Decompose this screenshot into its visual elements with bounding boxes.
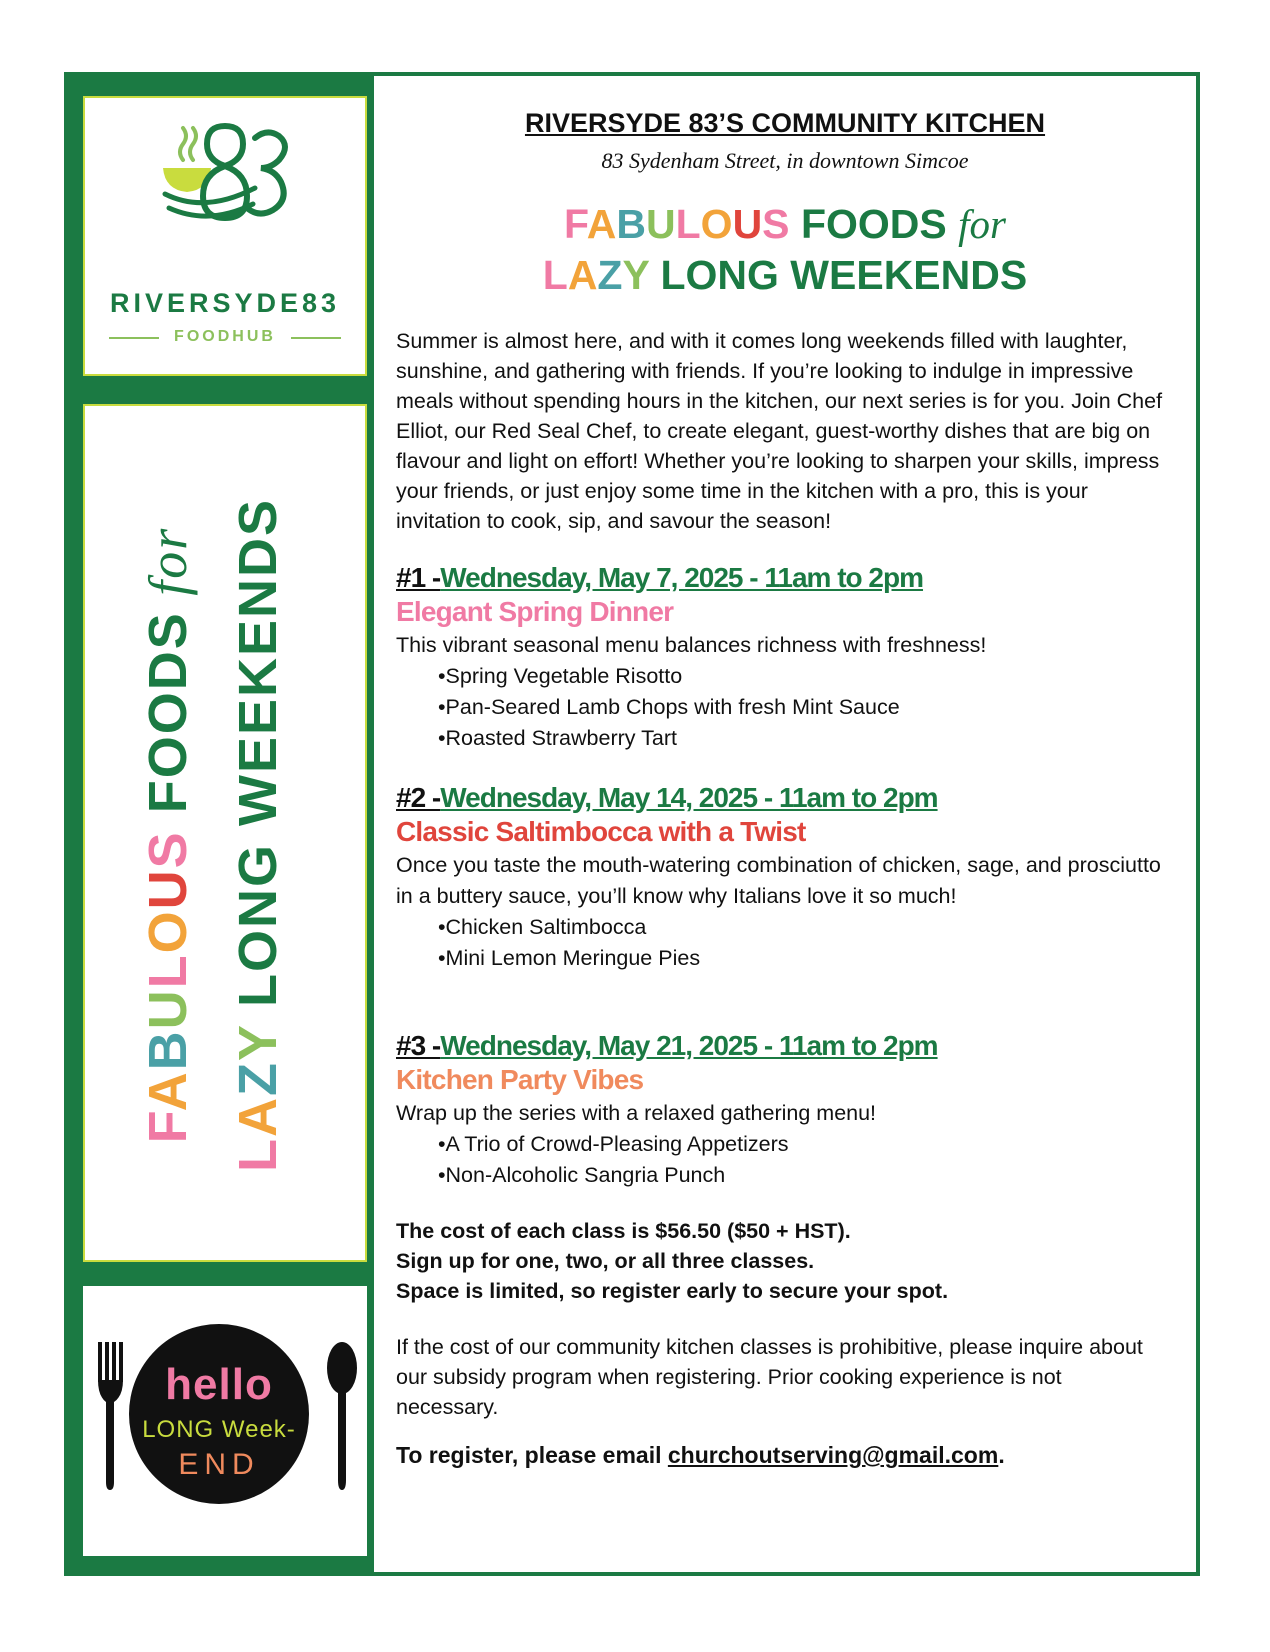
session-3-menu <box>396 1129 1176 1191</box>
headline-line1 <box>374 200 1196 248</box>
register-line <box>396 1442 1176 1469</box>
logo-sub: FOODHUB <box>174 328 276 345</box>
logo-wordmark: RIVERSYDE83 <box>109 288 341 318</box>
vertical-title <box>127 455 327 1215</box>
session-2-date: Wednesday, May 14, 2025 - 11am to 2pm <box>440 782 938 813</box>
vertical-lazy <box>228 1024 288 1172</box>
list-item: • A Trio of Crowd-Pleasing Appetizers <box>438 1129 1176 1160</box>
vertical-lazy-letter: A <box>228 1096 288 1138</box>
plate-word-end: END <box>178 1448 260 1481</box>
register-email-link[interactable]: churchoutserving@gmail.com <box>667 1442 999 1468</box>
headline-foods: FOODS <box>800 201 947 247</box>
session-3-title: Kitchen Party Vibes <box>396 1064 644 1095</box>
fork-icon <box>95 1342 125 1492</box>
headline-fabulous-letter: O <box>700 201 733 247</box>
kitchen-title: RIVERSYDE 83’S COMMUNITY KITCHEN <box>524 108 1046 138</box>
logo-sub-line-right <box>291 337 341 339</box>
vertical-title-letter <box>138 813 198 830</box>
vertical-title-letter: F <box>138 1111 198 1144</box>
vertical-long-weekends: LONG WEEKENDS <box>228 497 288 1024</box>
vertical-title-letter: S <box>138 611 198 650</box>
headline-line2 <box>374 252 1196 299</box>
cost-line-2: Sign up for one, two, or all three classes. <box>396 1249 815 1273</box>
headline-lazy-letter: L <box>542 252 568 298</box>
vertical-title-letter: D <box>138 649 198 691</box>
session-3 <box>396 1030 1176 1191</box>
sidebar <box>68 76 370 1572</box>
headline-fabulous <box>564 201 790 247</box>
vertical-title-for: for <box>138 526 198 612</box>
headline-fabulous-letter: S <box>762 201 790 247</box>
headline-fabulous-letter: L <box>675 201 701 247</box>
logo-sub-row <box>109 328 341 348</box>
flyer-frame <box>64 72 1200 1576</box>
plate <box>129 1324 309 1504</box>
vertical-title-line1 <box>137 455 199 1215</box>
session-3-heading <box>396 1030 1176 1062</box>
vertical-title-letter: F <box>138 778 198 814</box>
vertical-title-letter: B <box>138 1029 198 1071</box>
vertical-lazy-letter: L <box>228 1137 288 1173</box>
headline-fabulous-letter: A <box>586 201 617 247</box>
list-item: • Non-Alcoholic Sangria Punch <box>438 1160 1176 1191</box>
session-2-number: #2 - <box>396 782 441 813</box>
vertical-title-line2 <box>227 455 289 1215</box>
list-item: • Chicken Saltimbocca <box>438 912 1176 943</box>
session-2-heading <box>396 782 1176 814</box>
vertical-lazy-letter: Y <box>228 1024 288 1062</box>
session-1-date: Wednesday, May 7, 2025 - 11am to 2pm <box>440 562 924 593</box>
session-2-title: Classic Saltimbocca with a Twist <box>396 816 806 847</box>
headline-long-weekends: LONG WEEKENDS <box>660 252 1028 298</box>
list-item: • Roasted Strawberry Tart <box>438 723 1176 754</box>
session-2 <box>396 782 1176 974</box>
register-prefix: To register, please email <box>396 1442 668 1468</box>
list-item: • Mini Lemon Meringue Pies <box>438 943 1176 974</box>
plate-word-hello: hello <box>165 1360 273 1409</box>
session-1-menu <box>396 661 1176 754</box>
session-2-menu <box>396 912 1176 974</box>
vertical-title-box <box>83 404 367 1262</box>
list-item: • Pan-Seared Lamb Chops with fresh Mint Sauce <box>438 692 1176 723</box>
vertical-title-letter: O <box>138 734 198 779</box>
cost-info <box>396 1216 1176 1306</box>
main-content <box>370 76 1196 1572</box>
vertical-lazy-letter: Z <box>228 1061 288 1097</box>
headline-fabulous-letter: F <box>563 201 587 247</box>
kitchen-address: 83 Sydenham Street, in downtown Simcoe <box>601 148 969 173</box>
logo-box <box>83 96 367 376</box>
vertical-title-letter: L <box>138 953 198 989</box>
session-3-number: #3 - <box>396 1030 441 1061</box>
session-3-desc: Wrap up the series with a relaxed gathering menu! <box>396 1101 877 1125</box>
register-suffix: . <box>998 1442 1005 1468</box>
headline-for: for <box>958 201 1006 247</box>
headline-fabulous-letter: B <box>616 201 646 247</box>
vertical-title-letter: U <box>138 868 198 910</box>
plate-box <box>83 1286 367 1556</box>
session-2-desc: Once you taste the mouth-watering combination of chicken, sage, and prosciutto in a buttery sauce, you’ll know why Italians love it so much! <box>396 853 1161 908</box>
vertical-title-letter: A <box>138 1070 198 1112</box>
vertical-title-letter: U <box>138 988 198 1030</box>
session-1-title: Elegant Spring Dinner <box>396 596 674 627</box>
headline-fabulous-letter: U <box>646 201 676 247</box>
plate-word-long-weekend: LONG Week- <box>142 1416 296 1443</box>
headline-lazy-letter: Z <box>597 252 623 298</box>
spoon-icon <box>325 1342 359 1492</box>
session-1-number: #1 - <box>396 562 441 593</box>
headline-lazy-letter: Y <box>622 252 650 298</box>
session-1-desc: This vibrant seasonal menu balances richness with freshness! <box>396 633 987 657</box>
intro-paragraph: Summer is almost here, and with it comes long weekends filled with laughter, sunshine, and gathering with friends. If you’re looking to indulge in impressive meals without spending hours in the kitchen, our next series is for you. Join Chef Elliot, our Red Seal Chef, to create elegant, guest-worthy dishes that are big on flavour and light on effort! Whether you’re looking to sharpen your skills, impress your friends, or just enjoy some time in the kitchen with a pro, this is your invitation to cook, sip, and savour the season! <box>396 329 1163 533</box>
session-3-date: Wednesday, May 21, 2025 - 11am to 2pm <box>440 1030 938 1061</box>
cost-line-1: The cost of each class is $56.50 ($50 + HST). <box>396 1219 851 1243</box>
session-1-heading <box>396 562 1176 594</box>
headline-lazy <box>543 252 649 298</box>
vertical-title-letter: O <box>138 909 198 954</box>
vertical-title-letter: O <box>138 690 198 735</box>
headline-fabulous-letter: U <box>732 201 763 247</box>
cost-line-3: Space is limited, so register early to secure your spot. <box>396 1279 949 1303</box>
headline-lazy-letter: A <box>567 252 598 298</box>
session-1 <box>396 562 1176 754</box>
list-item: • Spring Vegetable Risotto <box>438 661 1176 692</box>
vertical-title-letter: S <box>138 830 198 869</box>
subsidy-paragraph: If the cost of our community kitchen classes is prohibitive, please inquire about our subsidy program when registering. Prior cooking experience is not necessary. <box>396 1335 1143 1419</box>
